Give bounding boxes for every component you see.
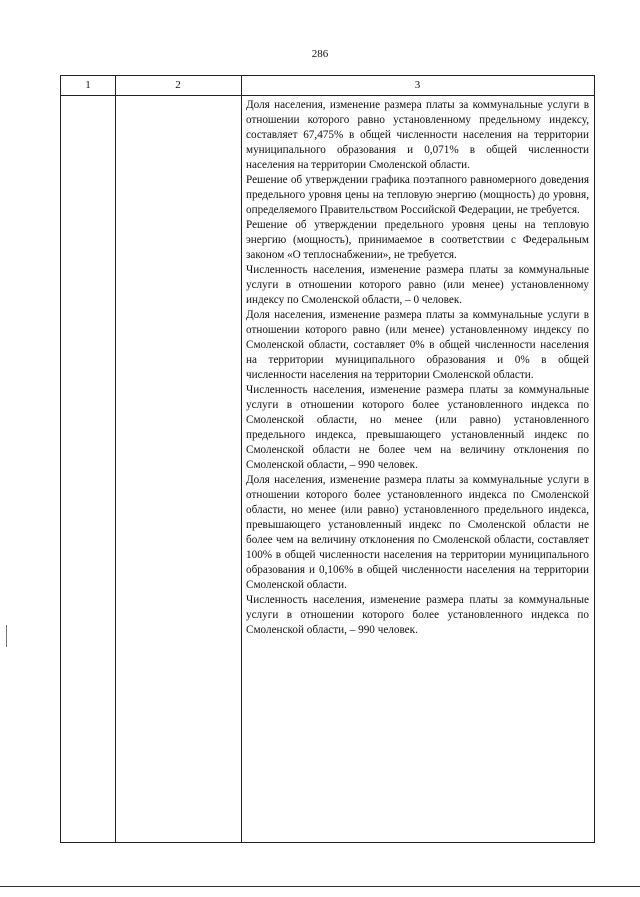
column-divider-2 xyxy=(241,76,242,842)
paragraph: Решение об утверждении предельного уровня цены на тепловую энергию (мощность), принимаемое в соответствии с Федеральным законом «О теплоснабжении», не требуется. xyxy=(246,219,589,261)
paragraph: Доля населения, изменение размера платы за коммунальные услуги в отношении которого более установленного индекса по Смоленской области, но менее (или равно) установленного предельного индекса, превышающего установленный индекс по Смоленской области не более чем на величину отклонения по Смоленской области, составляет 100% в общей численности населения на территории муниципального образования и 0,106% в общей численности населения на территории Смоленской области. xyxy=(246,474,589,591)
column-3-content xyxy=(246,98,589,638)
paragraph: Численность населения, изменение размера платы за коммунальные услуги в отношении которого более установленного индекса по Смоленской области, – 990 человек. xyxy=(246,594,589,636)
column-header-1: 1 xyxy=(85,79,91,91)
paragraph: Доля населения, изменение размера платы за коммунальные услуги в отношении которого равно (или менее) установленному индексу по Смоленской области, составляет 0% в общей численности населения на территории муниципального образования и 0% в общей численности населения на территории Смоленской области. xyxy=(246,309,589,381)
column-header-3: 3 xyxy=(414,79,421,91)
paragraph: Численность населения, изменение размера платы за коммунальные услуги в отношении которого более установленного индекса по Смоленской области, но менее (или равно) установленного предельного индекса, превышающего установленный индекс по Смоленской области не более чем на величину отклонения по Смоленской области, – 990 человек. xyxy=(246,384,589,471)
paragraph: Решение об утверждении графика поэтапного равномерного доведения предельного уровня цены на тепловую энергию (мощность) до уровня, определяемого Правительством Российской Федерации, не требуется. xyxy=(246,174,589,216)
column-divider-1 xyxy=(115,76,116,842)
paragraph: Численность населения, изменение размера платы за коммунальные услуги в отношении которого равно (или менее) установленному индексу по Смоленской области, – 0 человек. xyxy=(246,264,589,306)
column-header-2: 2 xyxy=(175,79,181,91)
page-number: 286 xyxy=(311,48,329,60)
table-header-row xyxy=(61,76,594,96)
document-table xyxy=(60,75,595,843)
paragraph: Доля населения, изменение размера платы за коммунальные услуги в отношении которого равно установленному предельному индексу, составляет 67,475% в общей численности населения на территории муниципального образования и 0,071% в общей численности населения на территории Смоленской области. xyxy=(246,99,589,171)
page-bottom-rule xyxy=(0,886,640,887)
scan-margin-mark xyxy=(6,625,7,647)
